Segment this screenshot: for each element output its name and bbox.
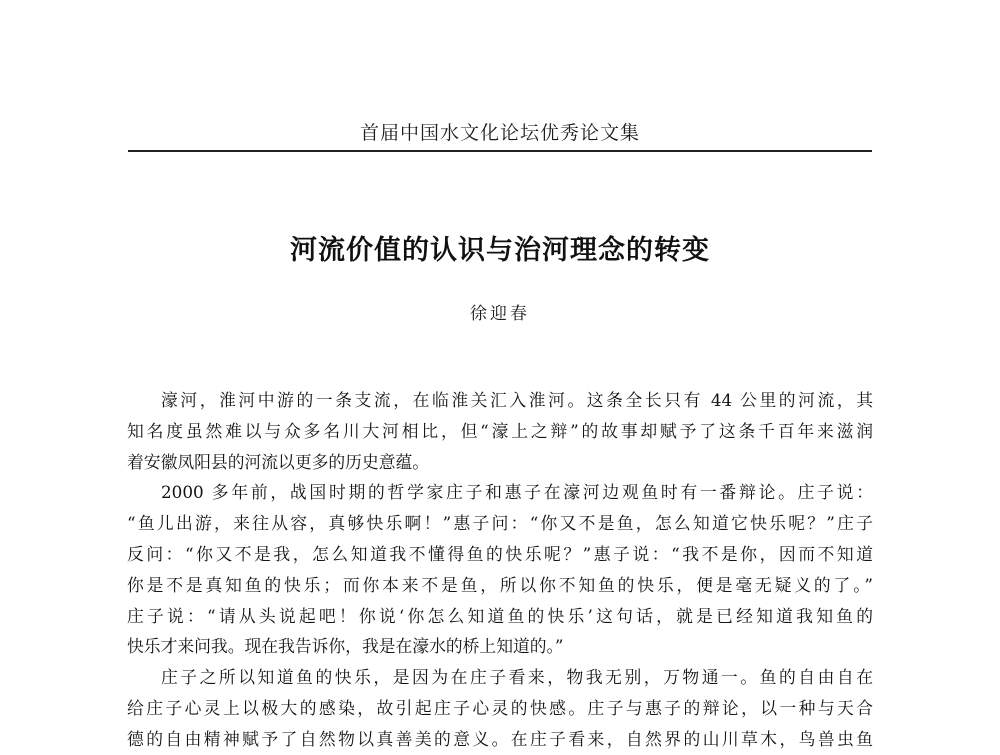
body-line: 庄子说：“请从头说起吧！你说‘你怎么知道鱼的快乐’这句话，就是已经知道我知鱼的 <box>127 605 873 626</box>
article-title: 河流价值的认识与治河理念的转变 <box>290 235 710 266</box>
article-author: 徐迎春 <box>470 304 530 324</box>
body-line: 知名度虽然难以与众多名川大河相比，但“濠上之辩”的故事却赋予了这条千百年来滋润 <box>127 420 873 441</box>
body-line: 着安徽凤阳县的河流以更多的历史意蕴。 <box>127 451 430 472</box>
body-line: 2000 多年前，战国时期的哲学家庄子和惠子在濠河边观鱼时有一番辩论。庄子说： <box>161 482 873 503</box>
body-line: 濠河，淮河中游的一条支流，在临淮关汇入淮河。这条全长只有 44 公里的河流，其 <box>161 390 873 410</box>
body-line: “鱼儿出游，来往从容，真够快乐啊！”惠子问：“你又不是鱼，怎么知道它快乐呢？”庄子 <box>127 513 873 534</box>
body-line: 你是不是真知鱼的快乐；而你本来不是鱼，所以你不知鱼的快乐，便是毫无疑义的了。” <box>127 574 873 595</box>
body-line: 反问：“你又不是我，怎么知道我不懂得鱼的快乐呢？”惠子说：“我不是你，因而不知道 <box>127 543 873 564</box>
body-line: 给庄子心灵上以极大的感染，故引起庄子心灵的快感。庄子与惠子的辩论，以一种与天合 <box>127 697 873 718</box>
running-header: 首届中国水文化论坛优秀论文集 <box>359 122 640 144</box>
body-line: 庄子之所以知道鱼的快乐，是因为在庄子看来，物我无别，万物通一。鱼的自由自在 <box>161 667 873 688</box>
body-line: 德的自由精神赋予了自然物以真善美的意义。在庄子看来，自然界的山川草木，鸟兽虫鱼 <box>127 728 873 749</box>
article-body <box>127 385 873 755</box>
body-line: 快乐才来问我。现在我告诉你，我是在濠水的桥上知道的。” <box>127 636 564 657</box>
header-rule <box>128 150 872 152</box>
